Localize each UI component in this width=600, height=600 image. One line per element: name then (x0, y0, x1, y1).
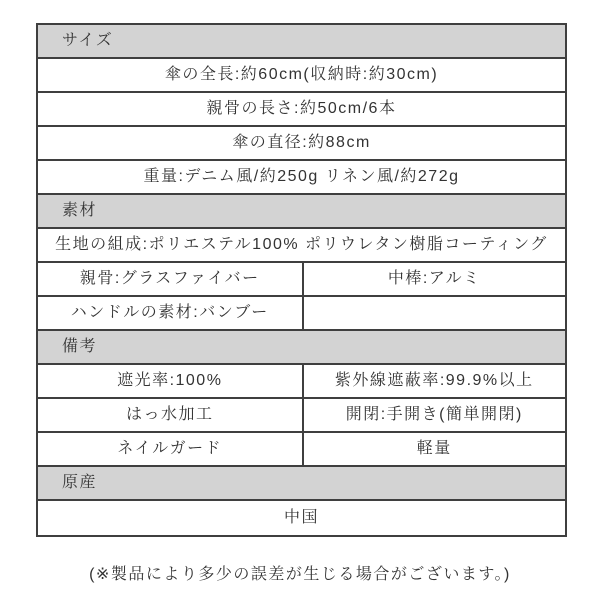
spec-row-weight (38, 161, 565, 195)
spec-value: 中国 (283, 509, 319, 526)
spec-cell-shaft: 中棒:アルミ (302, 263, 566, 295)
spec-row-nail-weight (38, 433, 565, 467)
product-spec-table (36, 23, 567, 537)
spec-value: 親骨の長さ:約50cm/6本 (206, 100, 397, 117)
spec-cell-handle: ハンドルの素材:バンブー (70, 304, 269, 321)
spec-value: 傘の全長:約60cm(収納時:約30cm) (164, 66, 439, 83)
spec-cell-water-repellent: はっ水加工 (125, 406, 214, 423)
section-title: 素材 (62, 202, 98, 219)
section-header-origin (38, 467, 565, 501)
section-header-size (38, 25, 565, 59)
spec-cell-open-close: 開閉:手開き(簡単開閉) (302, 399, 566, 431)
spec-row-shading (38, 365, 565, 399)
section-header-material (38, 195, 565, 229)
spec-value: 生地の組成:ポリエステル100% ポリウレタン樹脂コーティング (55, 236, 548, 253)
disclaimer-footnote: (※製品により多少の誤差が生じる場合がございます。) (89, 566, 511, 583)
spec-value: 傘の直径:約88cm (232, 134, 371, 151)
spec-cell-empty (302, 297, 566, 329)
section-title: 備考 (62, 338, 98, 355)
spec-row-water-open (38, 399, 565, 433)
spec-cell-nail-guard: ネイルガード (117, 440, 223, 457)
spec-cell-lightweight: 軽量 (302, 433, 566, 465)
spec-cell-uv-rate: 紫外線遮蔽率:99.9%以上 (302, 365, 566, 397)
spec-row-rib-shaft (38, 263, 565, 297)
spec-row-rib-length (38, 93, 565, 127)
section-header-notes (38, 331, 565, 365)
spec-cell-rib: 親骨:グラスファイバー (79, 270, 260, 287)
spec-value: 重量:デニム風/約250g リネン風/約272g (143, 168, 460, 185)
section-title: サイズ (62, 32, 114, 49)
spec-row-origin-country (38, 501, 565, 535)
spec-row-handle (38, 297, 565, 331)
section-title: 原産 (62, 474, 98, 491)
spec-row-total-length (38, 59, 565, 93)
spec-row-diameter (38, 127, 565, 161)
spec-row-fabric (38, 229, 565, 263)
spec-cell-shading-rate: 遮光率:100% (117, 372, 223, 389)
